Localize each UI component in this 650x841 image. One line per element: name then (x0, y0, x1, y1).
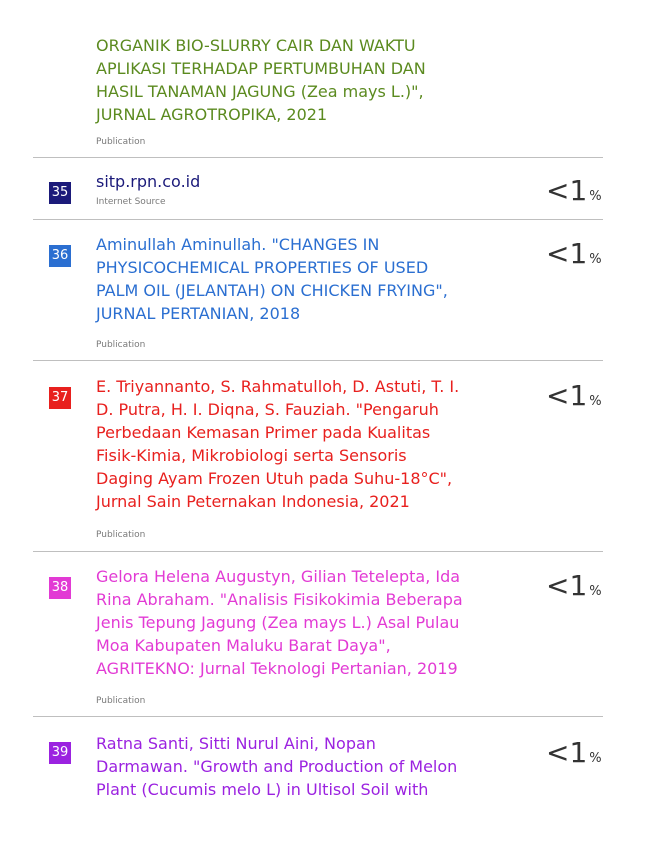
source-title[interactable] (96, 375, 459, 513)
percent-value: <1 (546, 379, 588, 412)
percent-value: <1 (546, 174, 588, 207)
percent-sign: % (589, 751, 602, 766)
similarity-percent (546, 738, 602, 768)
percent-sign: % (589, 252, 602, 267)
source-type: Publication (96, 696, 146, 706)
entry-number-badge: 39 (49, 742, 71, 764)
source-title[interactable] (96, 34, 426, 126)
source-title[interactable] (96, 170, 200, 193)
entry-number-badge: 35 (49, 182, 71, 204)
percent-sign: % (589, 189, 602, 204)
divider (33, 551, 603, 552)
title-line: E. Triyannanto, S. Rahmatulloh, D. Astuti, T. I. (96, 377, 460, 396)
percent-sign: % (589, 394, 602, 409)
similarity-percent (546, 571, 602, 601)
title-line: Rina Abraham. "Analisis Fisikokimia Beberapa (96, 590, 463, 609)
percent-value: <1 (546, 569, 588, 602)
title-line: JURNAL PERTANIAN, 2018 (96, 304, 301, 323)
source-type: Publication (96, 530, 146, 540)
percent-value: <1 (546, 237, 588, 270)
similarity-percent (546, 381, 602, 411)
entry-number-badge: 36 (49, 245, 71, 267)
title-line: Jenis Tepung Jagung (Zea mays L.) Asal Pulau (96, 613, 460, 632)
title-line: JURNAL AGROTROPIKA, 2021 (96, 105, 328, 124)
title-line: Moa Kabupaten Maluku Barat Daya", (96, 636, 391, 655)
title-line: Aminullah Aminullah. "CHANGES IN (96, 235, 380, 254)
title-line: APLIKASI TERHADAP PERTUMBUHAN DAN (96, 59, 426, 78)
source-title[interactable] (96, 565, 463, 680)
title-line: AGRITEKNO: Jurnal Teknologi Pertanian, 2019 (96, 659, 458, 678)
title-line: Gelora Helena Augustyn, Gilian Tetelepta, Ida (96, 567, 461, 586)
source-title[interactable] (96, 233, 448, 325)
title-line: ORGANIK BIO-SLURRY CAIR DAN WAKTU (96, 36, 416, 55)
percent-sign: % (589, 584, 602, 599)
title-line: Fisik-Kimia, Mikrobiologi serta Sensoris (96, 446, 407, 465)
source-title[interactable] (96, 732, 457, 801)
title-line: Daging Ayam Frozen Utuh pada Suhu-18°C", (96, 469, 453, 488)
entry-number-badge: 37 (49, 387, 71, 409)
title-line: HASIL TANAMAN JAGUNG (Zea mays L.)", (96, 82, 424, 101)
title-line: D. Putra, H. I. Diqna, S. Fauziah. "Pengaruh (96, 400, 439, 419)
similarity-percent (546, 176, 602, 206)
title-line: PHYSICOCHEMICAL PROPERTIES OF USED (96, 258, 429, 277)
entry-number-badge: 38 (49, 577, 71, 599)
percent-value: <1 (546, 736, 588, 769)
title-line: Jurnal Sain Peternakan Indonesia, 2021 (96, 492, 410, 511)
title-line: Ratna Santi, Sitti Nurul Aini, Nopan (96, 734, 376, 753)
source-type: Publication (96, 340, 146, 350)
title-line: Plant (Cucumis melo L) in Ultisol Soil with (96, 780, 429, 799)
source-type: Publication (96, 137, 146, 147)
divider (33, 157, 603, 158)
title-line: Perbedaan Kemasan Primer pada Kualitas (96, 423, 431, 442)
title-line: PALM OIL (JELANTAH) ON CHICKEN FRYING", (96, 281, 448, 300)
divider (33, 716, 603, 717)
source-type: Internet Source (96, 197, 166, 207)
similarity-percent (546, 239, 602, 269)
divider (33, 219, 603, 220)
title-line: Darmawan. "Growth and Production of Melon (96, 757, 458, 776)
divider (33, 360, 603, 361)
title-line: sitp.rpn.co.id (96, 172, 201, 191)
